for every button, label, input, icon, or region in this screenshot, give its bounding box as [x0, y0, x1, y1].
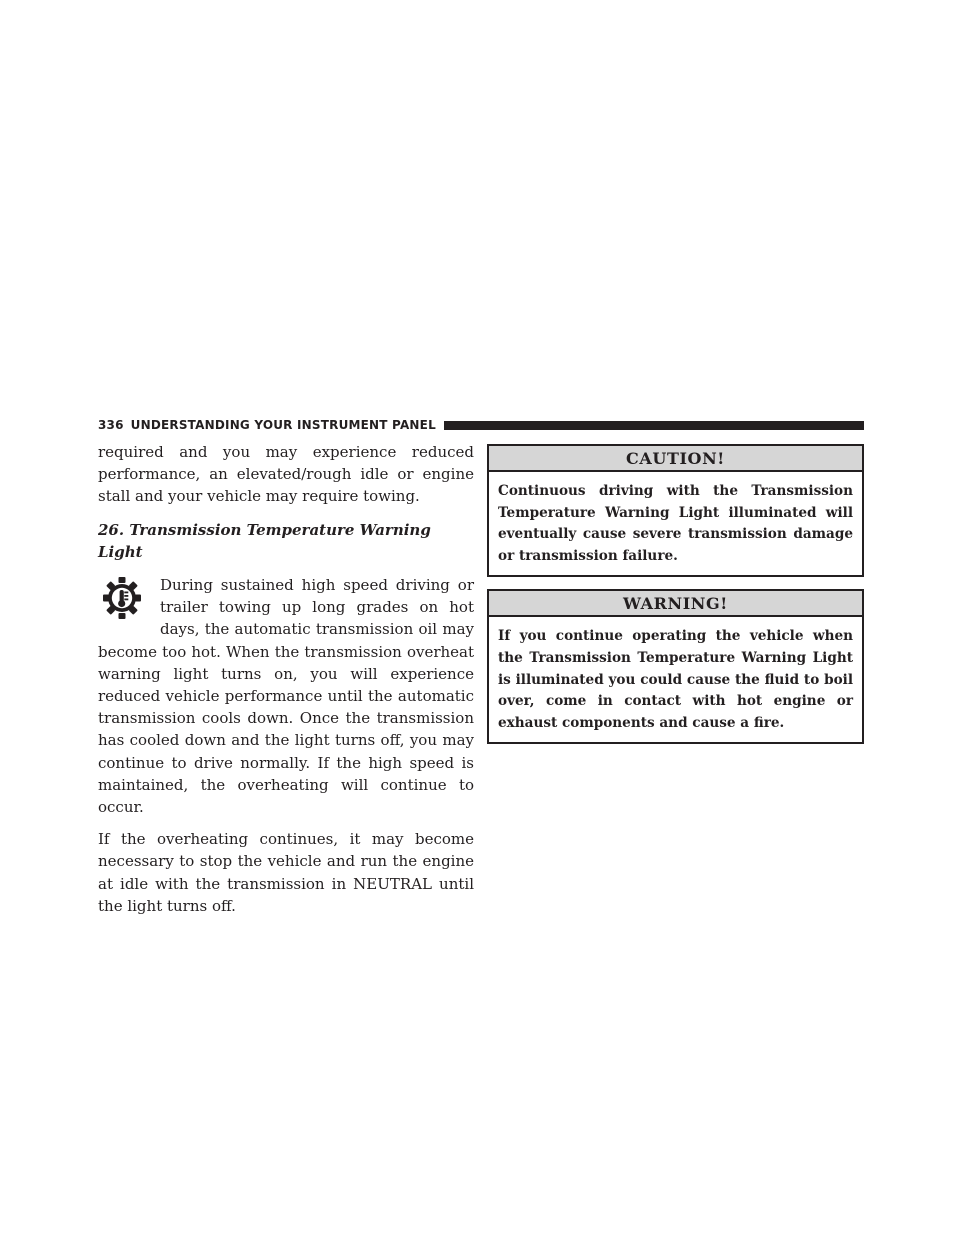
section-title: UNDERSTANDING YOUR INSTRUMENT PANEL	[130, 418, 436, 432]
section-heading: 26. Transmission Temperature Warning Light	[98, 520, 431, 561]
right-column	[487, 444, 864, 756]
page-number: 336	[98, 418, 124, 432]
warning-text: If you continue operating the vehicle when the Transmission Temperature Warning Light is illuminated you could cause the fluid to boil over, come in contact with hot engine or exhaust components and cause a fire.	[498, 628, 853, 731]
caution-title: CAUTION!	[489, 446, 862, 472]
body-text: During sustained high speed driving or trailer towing up long grades on hot days, the automatic transmission oil may become too hot. When the transmission overheat warning light turns on, you will experience reduced vehicle performance until the automatic transmission cools down. Once the transmission has cooled down and the light turns off, you may continue to drive normally. If the high speed is maintained, the overheating will continue to occur.	[98, 576, 474, 817]
final-paragraph: If the overheating continues, it may become necessary to stop the vehicle and run the engine at idle with the transmission in NEUTRAL until the light turns off.	[98, 830, 474, 915]
caution-box	[487, 444, 864, 577]
body-paragraph	[98, 574, 474, 818]
page-header	[98, 418, 864, 432]
warning-title: WARNING!	[489, 591, 862, 617]
header-rule	[444, 421, 864, 430]
intro-paragraph: required and you may experience reduced performance, an elevated/rough idle or engine stall and your vehicle may require towing.	[98, 443, 474, 506]
transmission-temperature-warning-icon	[98, 576, 146, 632]
left-column	[98, 441, 474, 927]
warning-box	[487, 589, 864, 744]
caution-text: Continuous driving with the Transmission Temperature Warning Light illuminated will eventually cause severe transmission damage or transmission failure.	[498, 483, 853, 564]
